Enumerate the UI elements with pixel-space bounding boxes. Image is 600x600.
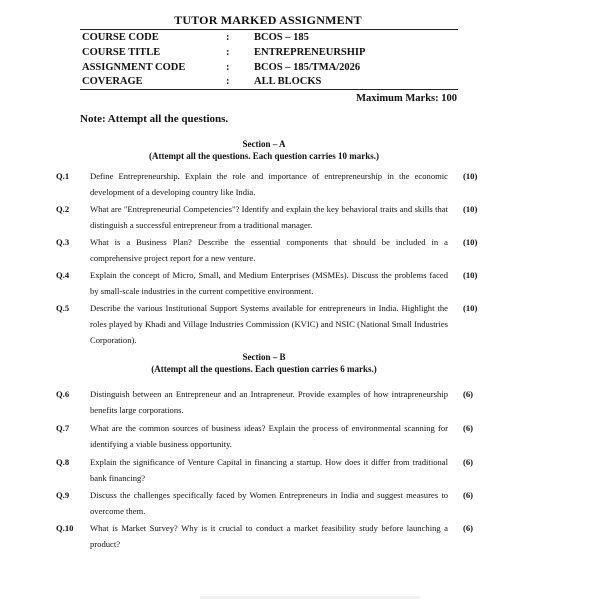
section-a-instruction: (Attempt all the questions. Each question carries 10 marks.) bbox=[149, 151, 379, 161]
question-number: Q.8 bbox=[56, 457, 70, 467]
question-number: Q.10 bbox=[56, 523, 74, 533]
question-marks: (10) bbox=[463, 204, 478, 214]
question-marks: (6) bbox=[463, 389, 474, 399]
header-top-rule bbox=[80, 29, 458, 30]
question-text: Distinguish between an Entrepreneur and an Intrapreneur. Provide examples of how intrapreneurship benefits large corporations. bbox=[90, 389, 448, 415]
question-text: Define Entrepreneurship. Explain the role and importance of entrepreneurship in the economic development of a developing country like India. bbox=[90, 171, 448, 197]
course-code-sep: : bbox=[226, 32, 230, 43]
course-title-value: ENTREPRENEURSHIP bbox=[254, 47, 366, 58]
course-code-value: BCOS – 185 bbox=[254, 32, 309, 43]
section-b-title: Section – B bbox=[242, 352, 286, 362]
course-code-label: COURSE CODE bbox=[82, 32, 159, 43]
question-number: Q.9 bbox=[56, 490, 70, 500]
coverage-label: COVERAGE bbox=[82, 76, 143, 87]
course-title-row bbox=[82, 46, 462, 60]
question-text: What is a Business Plan? Describe the essential components that should be included in a comprehensive project report for a new venture. bbox=[90, 237, 448, 263]
assignment-code-value: BCOS – 185/TMA/2026 bbox=[254, 62, 361, 73]
question-number: Q.4 bbox=[56, 270, 70, 280]
section-b-instruction: (Attempt all the questions. Each question carries 6 marks.) bbox=[151, 364, 377, 374]
question-text: Describe the various Institutional Support Systems available for entrepreneurs in India. Highlight the roles played by Khadi and Village Industries Commission (KVIC) and NSIC (National Small Industries Corporation). bbox=[90, 303, 448, 345]
question-text: What is Market Survey? Why is it crucial to conduct a market feasibility study before launching a product? bbox=[90, 523, 448, 549]
question-marks: (6) bbox=[463, 423, 474, 433]
question-number: Q.3 bbox=[56, 237, 70, 247]
question-marks: (10) bbox=[463, 171, 478, 181]
question-text: Explain the significance of Venture Capital in financing a startup. How does it differ from traditional bank financing? bbox=[90, 457, 448, 483]
question-number: Q.7 bbox=[56, 423, 70, 433]
section-a-heading bbox=[70, 138, 458, 162]
maximum-marks: Maximum Marks: 100 bbox=[356, 93, 457, 104]
question-text: What are the common sources of business ideas? Explain the process of environmental scanning for identifying a viable business opportunity. bbox=[90, 423, 448, 449]
question-text: Discuss the challenges specifically faced by Women Entrepreneurs in India and suggest measures to overcome them. bbox=[90, 490, 448, 516]
question-marks: (10) bbox=[463, 237, 478, 247]
course-code-row bbox=[82, 31, 462, 45]
coverage-value: ALL BLOCKS bbox=[254, 76, 322, 87]
header-bottom-rule bbox=[80, 89, 458, 90]
section-a-title: Section – A bbox=[242, 139, 286, 149]
coverage-row bbox=[82, 75, 462, 89]
question-marks: (10) bbox=[463, 270, 478, 280]
assignment-code-label: ASSIGNMENT CODE bbox=[82, 62, 186, 73]
document-title: TUTOR MARKED ASSIGNMENT bbox=[174, 13, 362, 27]
question-number: Q.5 bbox=[56, 303, 70, 313]
question-text: What are "Entrepreneurial Competencies"? Identify and explain the key behavioral traits and skills that distinguish a successful entrepreneur from a traditional manager. bbox=[90, 204, 448, 230]
section-b-heading bbox=[70, 351, 458, 375]
assignment-code-sep: : bbox=[226, 62, 230, 73]
question-number: Q.2 bbox=[56, 204, 70, 214]
question-number: Q.1 bbox=[56, 171, 70, 181]
assignment-code-row bbox=[82, 61, 462, 75]
question-marks: (10) bbox=[463, 303, 478, 313]
page-footer-shadow bbox=[200, 596, 420, 599]
course-title-sep: : bbox=[226, 47, 230, 58]
question-marks: (6) bbox=[463, 490, 474, 500]
note-text: Note: Attempt all the questions. bbox=[80, 113, 229, 125]
question-marks: (6) bbox=[463, 523, 474, 533]
coverage-sep: : bbox=[226, 76, 230, 87]
question-number: Q.6 bbox=[56, 389, 70, 399]
question-text: Explain the concept of Micro, Small, and Medium Enterprises (MSMEs). Discuss the problems faced by small-scale industries in the current competitive environment. bbox=[90, 270, 448, 296]
course-title-label: COURSE TITLE bbox=[82, 47, 161, 58]
question-marks: (6) bbox=[463, 457, 474, 467]
